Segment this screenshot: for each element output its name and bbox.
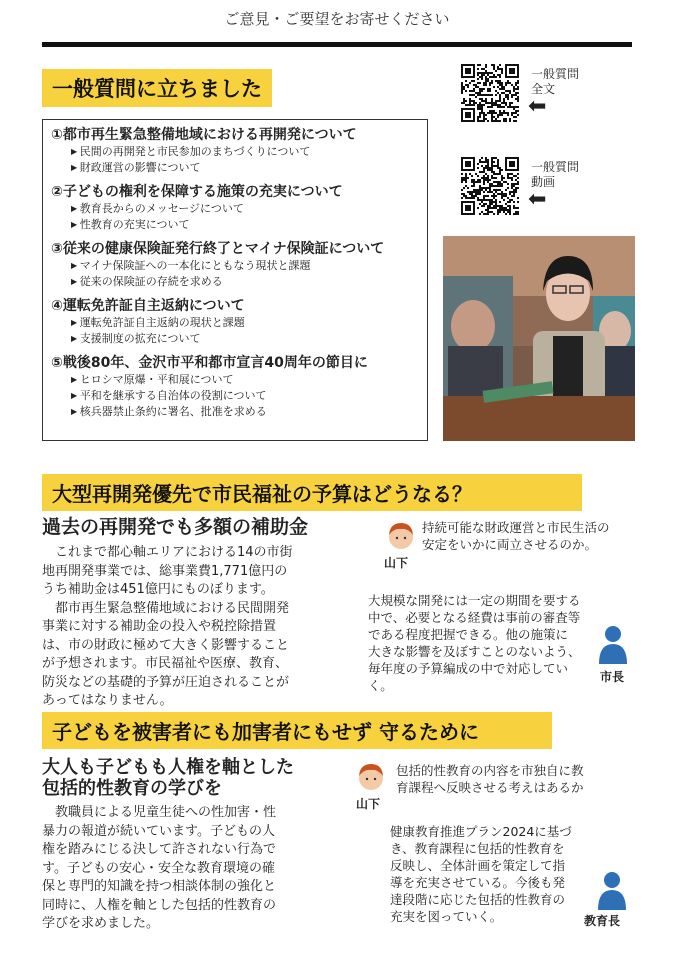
questioner-name: 山下 xyxy=(384,556,409,570)
avatar-yamashita-icon xyxy=(386,519,416,551)
topic-subitem: ▶ 財政運営の影響について xyxy=(51,160,419,176)
section2-body xyxy=(42,544,372,711)
answer-line: である程度把握できる。他の施策に xyxy=(368,627,569,642)
topic-title: ①都市再生緊急整備地域における再開発について xyxy=(51,127,357,143)
body-line: す。子どもの安心・安全な教育環境の確 xyxy=(42,860,275,876)
body-line: 同時に、人権を軸とした包括的性教育の xyxy=(42,897,277,913)
section3-body xyxy=(42,804,352,934)
body-line: 教職員による児童生徒への性加害・性 xyxy=(42,805,277,820)
questioner-name: 山下 xyxy=(356,797,381,811)
body-line: は、市の財政に極めて大きく影響すること xyxy=(42,637,290,653)
answerer-name: 教育長 xyxy=(584,914,621,928)
section2-heading: 大型再開発優先で市民福祉の予算はどうなる？ xyxy=(42,474,582,511)
answer-line: 毎年度の予算編成の中で対応してい xyxy=(368,661,569,676)
body-line: うち補助金は451億円にものぼります。 xyxy=(42,582,274,597)
answer-line: 反映し、全体計画を策定して指 xyxy=(390,858,566,873)
arrow-left-icon: ⬅ xyxy=(528,187,547,212)
topic-item xyxy=(51,126,419,176)
body-line: 保と専門的知識を持つ相談体制の強化と xyxy=(42,879,277,894)
speaker-photo xyxy=(443,236,635,441)
body-line: あってはなりません。 xyxy=(42,693,173,708)
qr-video-label-1: 一般質問 xyxy=(531,160,580,174)
body-line: 防災などの基礎的予算が圧迫されることが xyxy=(42,674,290,690)
section2-question xyxy=(422,519,642,553)
topic-item xyxy=(51,354,419,420)
person-silhouette-icon xyxy=(597,870,627,910)
answer-line: く。 xyxy=(368,678,393,693)
topic-item xyxy=(51,183,419,233)
question-line: 安定をいかに両立させるのか。 xyxy=(422,537,598,552)
topic-subitem: ▶ 運転免許証自主返納の現状と課題 xyxy=(51,315,419,331)
topic-subitem: ▶ 民間の再開発と市民参加のまちづくりについて xyxy=(51,144,419,160)
topic-subitem: ▶ 平和を継承する自治体の役割について xyxy=(51,388,419,404)
answer-line: 大規模な開発には一定の期間を要する xyxy=(368,593,581,608)
section3-subheading-2: 包括的性教育の学びを xyxy=(42,778,222,799)
qr-video-label-2: 動画 xyxy=(531,175,556,189)
section3-question xyxy=(396,762,616,796)
topic-subitem: ▶ 性教育の充実について xyxy=(51,217,419,233)
topic-item xyxy=(51,297,419,347)
section3-answer xyxy=(390,823,590,925)
body-line: 事業に対する補助金の投入や税控除措置 xyxy=(42,619,277,634)
answer-line: 達段階に応じた包括的性教育の xyxy=(390,892,566,907)
answer-line: 導を充実させている。今後も発 xyxy=(390,875,566,890)
question-line: 包括的性教育の内容を市独自に教 xyxy=(396,763,584,778)
topic-subitem: ▶ マイナ保険証への一本化にともなう現状と課題 xyxy=(51,258,419,274)
topic-title: ⑤戦後80年、金沢市平和都市宣言40周年の節目に xyxy=(51,355,368,371)
qr-code-fulltext[interactable] xyxy=(461,64,519,122)
topic-title: ②子どもの権利を保障する施策の充実について xyxy=(51,184,343,200)
answerer-name: 市長 xyxy=(600,670,625,684)
answer-line: 健康教育推進プラン2024に基づ xyxy=(390,824,572,839)
topic-subitem: ▶ 核兵器禁止条約に署名、批准を求める xyxy=(51,404,419,420)
body-line: 都市再生緊急整備地域における民間開発 xyxy=(42,600,290,616)
section2-answer xyxy=(368,592,596,694)
arrow-left-icon: ⬅ xyxy=(528,94,547,119)
top-note: ご意見・ご要望をお寄せください xyxy=(224,10,450,28)
body-line: 暴力の報道が続いています。子どもの人 xyxy=(42,823,275,839)
body-line: が予想されます。市民福祉や医療、教育、 xyxy=(42,656,288,671)
section3-subheading-1: 大人も子どもも人権を軸とした xyxy=(42,757,294,778)
section2-subheading: 過去の再開発でも多額の補助金 xyxy=(42,516,309,538)
question-line: 持続可能な財政運営と市民生活の xyxy=(422,520,610,535)
topic-subitem: ▶ ヒロシマ原爆・平和展について xyxy=(51,372,419,388)
topic-subitem: ▶ 教育長からのメッセージについて xyxy=(51,201,419,217)
avatar-yamashita-icon xyxy=(356,760,386,792)
topic-title: ③従来の健康保険証発行終了とマイナ保険証について xyxy=(51,241,385,257)
topic-title: ④運転免許証自主返納について xyxy=(51,298,245,314)
answer-line: 大きな影響を及ぼすことのないよう、 xyxy=(368,644,581,659)
person-silhouette-icon xyxy=(598,624,628,664)
section3-heading: 子どもを被害者にも加害者にもせず 守るために xyxy=(42,712,552,749)
body-line: 権を踏みにじる決して許されない行為で xyxy=(42,842,277,857)
topic-subitem: ▶ 支援制度の拡充について xyxy=(51,331,419,347)
body-line: これまで都心軸エリアにおける14の市街 xyxy=(42,545,293,560)
top-rule xyxy=(42,42,632,47)
qr-code-video[interactable] xyxy=(461,157,519,215)
answer-line: 中で、必要となる経費は事前の審査等 xyxy=(368,610,581,625)
topic-item xyxy=(51,240,419,290)
topics-box xyxy=(42,119,428,441)
body-line: 学びを求めました。 xyxy=(42,916,160,931)
section1-heading: 一般質問に立ちました xyxy=(42,69,272,107)
question-line: 育課程へ反映させる考えはあるか xyxy=(396,780,584,795)
topic-subitem: ▶ 従来の保険証の存続を求める xyxy=(51,274,419,290)
answer-line: き、教育課程に包括的性教育を xyxy=(390,841,565,856)
qr-fulltext-label-1: 一般質問 xyxy=(531,67,580,81)
answer-line: 充実を図っていく。 xyxy=(390,909,503,924)
body-line: 地再開発事業では、総事業費1,771億円の xyxy=(42,563,288,579)
qr-fulltext-label-2: 全文 xyxy=(531,82,556,96)
